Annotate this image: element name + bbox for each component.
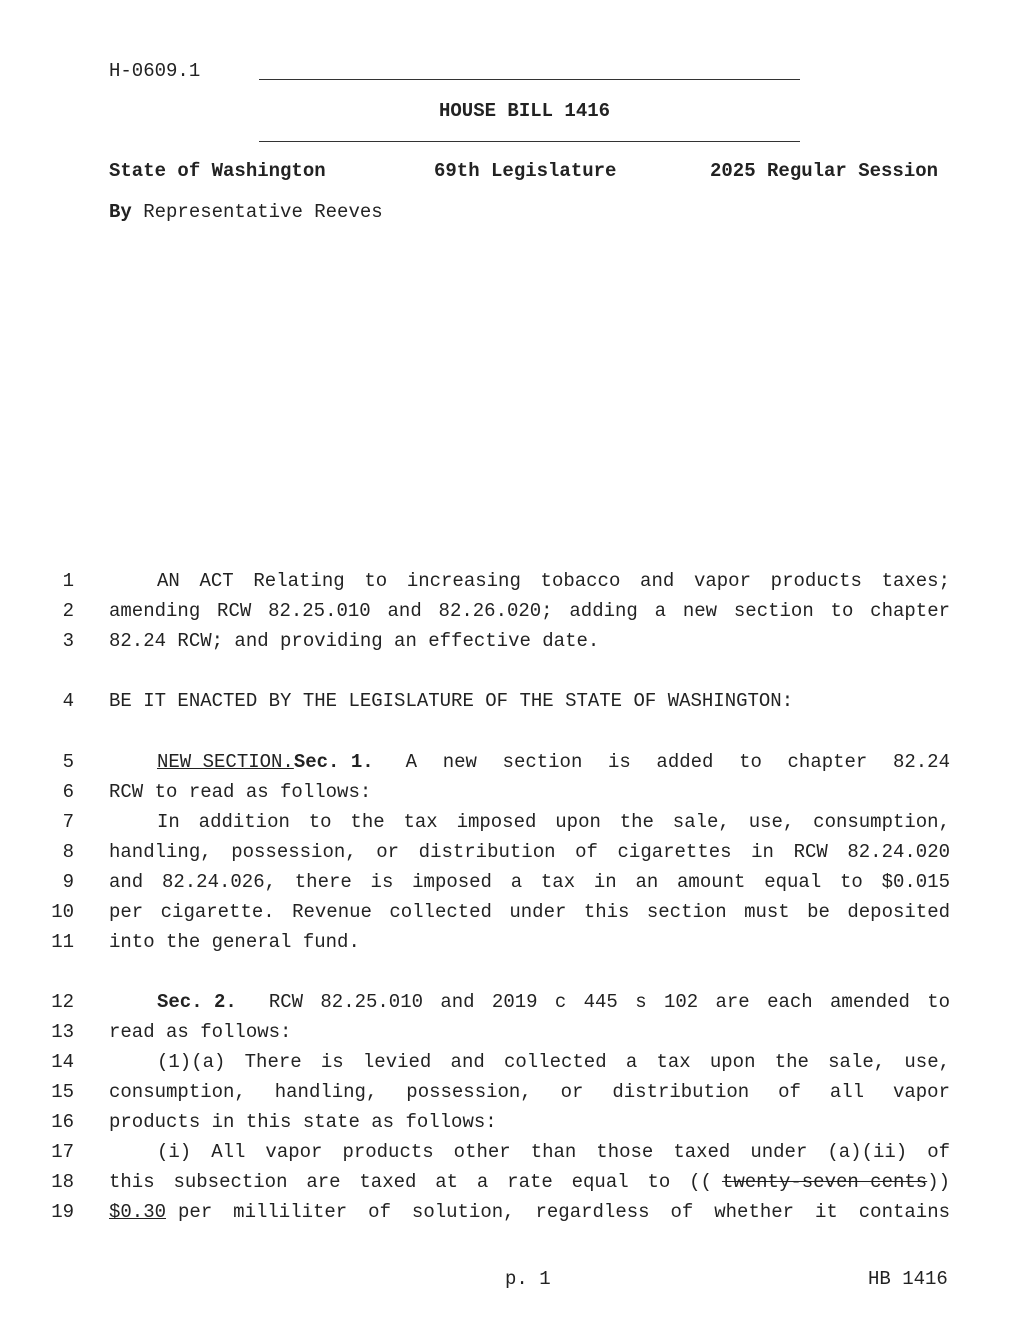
section-number: Sec. 1. [293, 751, 374, 773]
sponsor-line [109, 201, 383, 223]
struck-text: twenty-seven cents [721, 1171, 928, 1193]
sponsor-name: Representative Reeves [143, 201, 383, 223]
title-rule-top [259, 79, 800, 80]
line-number: 13 [51, 1021, 74, 1043]
line-number: 19 [51, 1201, 74, 1223]
bill-title: HOUSE BILL 1416 [439, 100, 611, 122]
state-label: State of Washington [109, 160, 326, 182]
text-line: )) [927, 1171, 950, 1193]
new-section-label: NEW SECTION. [157, 751, 294, 773]
enacting-clause: BE IT ENACTED BY THE LEGISLATURE OF THE STATE OF WASHINGTON: [109, 690, 794, 712]
text-line: consumption, handling, possession, or distribution of all vapor [109, 1081, 950, 1103]
text-line: per cigarette. Revenue collected under this section must be deposited [109, 901, 950, 923]
text-line: into the general fund. [109, 931, 360, 953]
text-line: RCW to read as follows: [109, 781, 372, 803]
text-line: RCW 82.25.010 and 2019 c 445 s 102 are each amended to [268, 991, 950, 1013]
legislature-label: 69th Legislature [434, 160, 617, 182]
text-line: and 82.24.026, there is imposed a tax in an amount equal to $0.015 [109, 871, 950, 893]
text-line: 82.24 RCW; and providing an effective date. [109, 630, 600, 652]
session-label: 2025 Regular Session [710, 160, 939, 182]
text-line: per milliliter of solution, regardless of whether it contains [178, 1201, 950, 1223]
line-number: 10 [51, 901, 74, 923]
line-number: 16 [51, 1111, 74, 1133]
text-line: (1)(a) There is levied and collected a tax upon the sale, use, [157, 1051, 950, 1073]
text-line: amending RCW 82.25.010 and 82.26.020; adding a new section to chapter [109, 600, 950, 622]
text-line-amended [109, 1171, 950, 1193]
text-line: handling, possession, or distribution of cigarettes in RCW 82.24.020 [109, 841, 950, 863]
line-number: 5 [62, 751, 74, 773]
text-line-amended [109, 1201, 950, 1223]
line-number: 17 [51, 1141, 74, 1163]
line-number: 1 [62, 570, 74, 592]
line-number: 18 [51, 1171, 74, 1193]
line-number: 2 [62, 600, 74, 622]
text-line: A new section is added to chapter 82.24 [405, 751, 950, 773]
text-line: In addition to the tax imposed upon the sale, use, consumption, [157, 811, 950, 833]
text-line: products in this state as follows: [109, 1111, 497, 1133]
line-number: 15 [51, 1081, 74, 1103]
text-line: (i) All vapor products other than those taxed under (a)(ii) of [157, 1141, 950, 1163]
line-number: 11 [51, 931, 74, 953]
title-rule-bottom [259, 141, 800, 142]
text-line: this subsection are taxed at a rate equal to (( [109, 1171, 712, 1193]
sponsor-by: By [109, 201, 132, 223]
section-2-heading [109, 991, 950, 1013]
line-number: 9 [62, 871, 74, 893]
footer-bill-id: HB 1416 [868, 1268, 948, 1290]
text-line: read as follows: [109, 1021, 292, 1043]
line-number: 4 [62, 690, 74, 712]
line-number: 6 [62, 781, 74, 803]
line-number: 14 [51, 1051, 74, 1073]
section-1-heading [109, 751, 950, 773]
inserted-text: $0.30 [109, 1201, 167, 1223]
page-number: p. 1 [505, 1268, 551, 1290]
document-id: H-0609.1 [109, 60, 201, 82]
line-number: 7 [62, 811, 74, 833]
line-number: 3 [62, 630, 74, 652]
text-line: AN ACT Relating to increasing tobacco and vapor products taxes; [157, 570, 950, 592]
line-number: 8 [62, 841, 74, 863]
section-number: Sec. 2. [157, 991, 237, 1013]
line-number: 12 [51, 991, 74, 1013]
